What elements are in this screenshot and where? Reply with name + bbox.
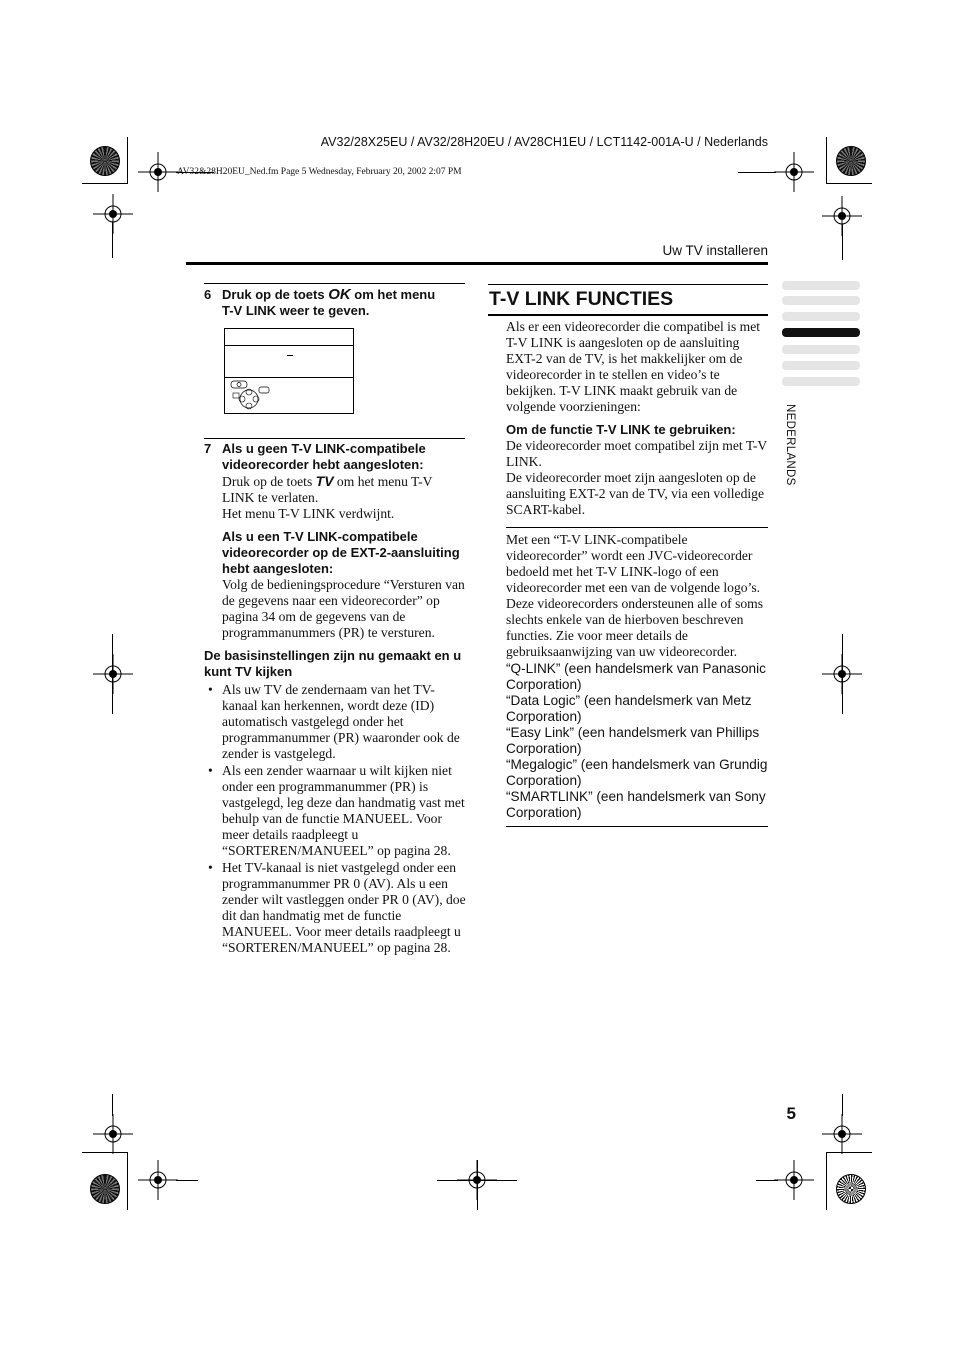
usage-text-1: De videorecorder moet compatibel zijn met T-V LINK. — [506, 438, 767, 469]
list-item: • Als uw TV de zendernaam van het TV-kanaal kan herkennen, wordt deze (ID) automatisch vastgelegd onder het programmanummer (PR) waaronder ook de zender is vastgelegd. — [204, 682, 468, 762]
step6-prefix: Druk op de toets — [222, 287, 329, 302]
file-info: AV32&28H20EU_Ned.fm Page 5 Wednesday, February 20, 2002 2:07 PM — [177, 167, 462, 177]
language-side-label: NEDERLANDS — [784, 404, 796, 486]
usage-heading: Om de functie T-V LINK te gebruiken: — [506, 422, 736, 437]
step7-sub-text: Volg de bedieningsprocedure “Versturen van de gegevens naar een videorecorder” op pagina 34 om de gegevens van de programmanummers (PR) te versturen. — [222, 577, 465, 640]
note-bottom-rule — [506, 826, 768, 827]
list-item: “Q-LINK” (een handelsmerk van Panasonic Corporation) — [506, 661, 766, 692]
chapter-tab — [782, 345, 860, 354]
step7-rule — [204, 438, 465, 439]
menu-divider — [225, 377, 353, 378]
list-item: “Megalogic” (een handelsmerk van Grundig Corporation) — [506, 757, 768, 788]
step6-suffix: om het menu — [350, 287, 436, 302]
model-line: AV32/28X25EU / AV32/28H20EU / AV28CH1EU / LCT1142-001A-U / Nederlands — [320, 135, 768, 149]
step7-number: 7 — [204, 441, 212, 456]
ok-key-label: OK — [328, 286, 351, 303]
registration-ball-icon — [90, 146, 120, 176]
step7-text-suffix: om het menu T-V LINK te verlaten. — [222, 474, 433, 505]
list-item: • Het TV-kanaal is niet vastgelegd onder een programmanummer PR 0 (AV). Als u een zender wilt vastleggen onder PR 0 (AV), doe dit dan handmatig met de functie MANUEEL. Voor meer details raadpleegt u “SORTEREN/MANUEEL” op pagina 28. — [204, 860, 468, 956]
step7-heading: Als u geen T-V LINK-compatibele videorecorder hebt aangesloten: — [222, 441, 426, 472]
list-item: “Data Logic” (een handelsmerk van Metz Corporation) — [506, 693, 752, 724]
logo-list — [506, 661, 770, 821]
header-rule — [186, 262, 768, 265]
menu-title-bar — [225, 329, 353, 346]
title-bottom-rule — [488, 314, 768, 316]
chapter-tab-active — [782, 328, 860, 337]
step7-sub-heading: Als u een T-V LINK-compatibele videorecorder op de EXT-2-aansluiting hebt aangesloten: — [222, 529, 460, 576]
crosshair-icon — [822, 1114, 862, 1154]
basics-list — [204, 682, 468, 956]
page-number: 5 — [786, 1104, 796, 1123]
title-top-rule — [488, 284, 768, 285]
note-top-rule — [506, 527, 768, 528]
note-text: Met een “T-V LINK-compatibele videorecorder” wordt een JVC-videorecorder bedoeld met het T-V LINK-logo of een videorecorder met een van de volgende logo’s. Deze videorecorders ondersteunen alle of soms slechts enkele van de hierboven beschreven functies. Zie voor meer details de gebruiksaanwijzing van uw videorecorder. — [506, 532, 764, 659]
crosshair-icon — [138, 152, 178, 192]
step7 — [204, 441, 468, 641]
intro-text: Als er een videorecorder die compatibel is met T-V LINK is aangesloten op de aansluiting EXT-2 van de TV, is het makkelijker om de videorecorder in te stellen en video’s te bekijken. T-V LINK maakt gebruik van de volgende voorzieningen: — [506, 319, 761, 414]
registration-ball-icon — [836, 146, 866, 176]
list-item: “Easy Link” (een handelsmerk van Phillips Corporation) — [506, 725, 760, 756]
list-item: “SMARTLINK” (een handelsmerk van Sony Corporation) — [506, 789, 766, 820]
chapter-tab — [782, 296, 860, 305]
crosshair-icon — [138, 1160, 178, 1200]
crosshair-icon — [93, 654, 133, 694]
tv-link-menu-screen — [224, 328, 354, 414]
chapter-tab — [782, 312, 860, 321]
crosshair-icon — [774, 152, 814, 192]
section-title: Uw TV installeren — [662, 243, 768, 258]
chapter-tab — [782, 361, 860, 370]
section-heading: T-V LINK FUNCTIES — [489, 288, 674, 310]
menu-cursor-icon — [287, 355, 293, 356]
step7-text-prefix: Druk op de toets — [222, 474, 316, 489]
remote-buttons-icon — [229, 379, 273, 411]
step6-rule — [204, 283, 465, 284]
step7-text2: Het menu T-V LINK verdwijnt. — [222, 506, 395, 521]
crosshair-icon — [93, 1114, 133, 1154]
usage-text-2: De videorecorder moet zijn aangesloten op de aansluiting EXT-2 van de TV, via een volledige SCART-kabel. — [506, 470, 764, 517]
step7-text — [222, 473, 468, 506]
crosshair-icon — [93, 194, 133, 234]
basics-heading: De basisinstellingen zijn nu gemaakt en u kunt TV kijken — [204, 648, 462, 679]
crosshair-icon — [774, 1160, 814, 1200]
chapter-tab — [782, 377, 860, 386]
list-item: • Als een zender waarnaar u wilt kijken niet onder een programmanummer (PR) is vastgelegd, leg deze dan handmatig vast met behulp van de functie MANUEEL. Voor meer details raadpleegt u “SORTEREN/MANUEEL” op pagina 28. — [204, 763, 468, 859]
chapter-tab — [782, 281, 860, 290]
tv-key-label: TV — [315, 473, 334, 489]
registration-ball-icon — [90, 1174, 120, 1204]
step6-number: 6 — [204, 287, 212, 302]
step6 — [204, 287, 466, 319]
basics-section — [204, 648, 468, 957]
step6-line2: T-V LINK weer te geven. — [222, 303, 370, 318]
registration-ball-icon — [836, 1174, 866, 1204]
